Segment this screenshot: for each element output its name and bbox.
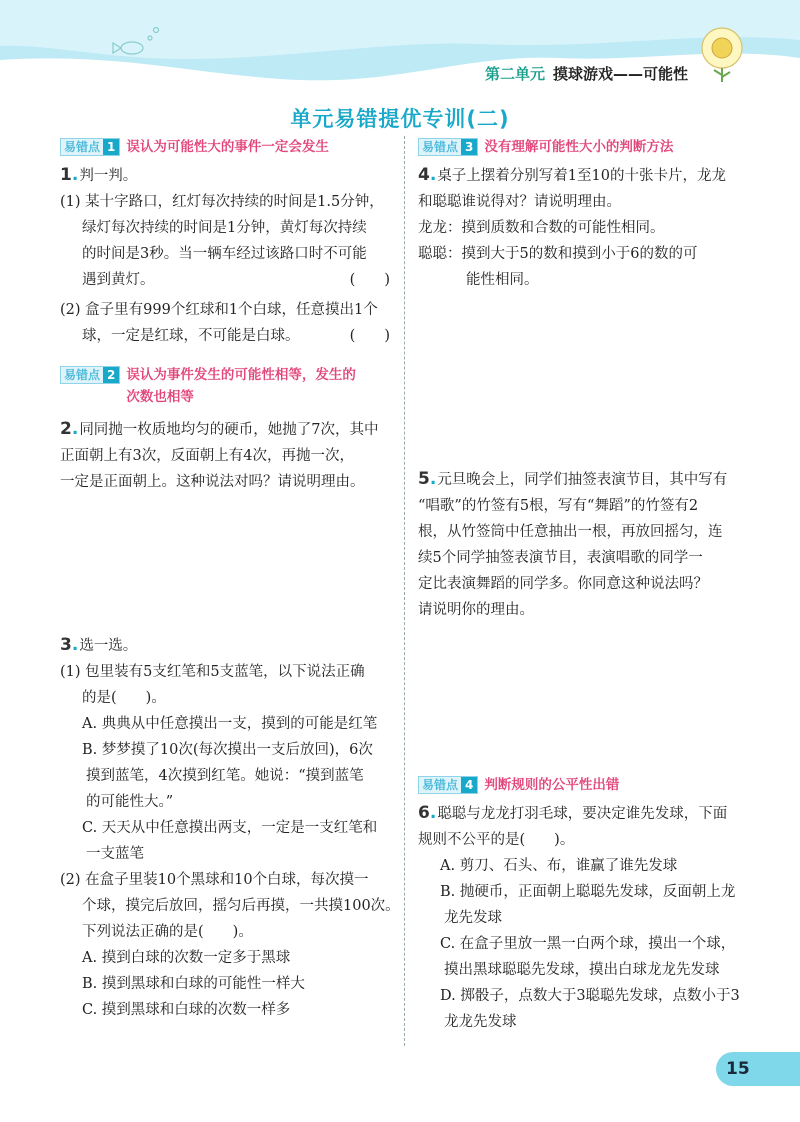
option-c: C. 天天从中任意摸出两支，一定是一支红笔和 (82, 820, 378, 836)
option-d: D. 掷骰子，点数大于3聪聪先发球，点数小于3 (440, 988, 740, 1004)
unit-label: 第二单元 (484, 65, 545, 83)
category-4 (418, 774, 748, 796)
category-text: 误认为事件发生的可能性相等，发生的 次数也相等 (126, 367, 356, 405)
question-number: 4. (418, 165, 437, 185)
question-4: 4.桌子上摆着分别写着1至10的十张卡片，龙龙 和聪聪谁说得对？请说明理由。 龙龙：摸到质数和合数的可能性相同。 聪聪：摸到大于5的数和摸到小于6的数的可 能性相同。 (418, 162, 748, 293)
question-text: (1) 某十字路口，红灯每次持续的时间是1.5分钟， (60, 194, 384, 210)
option-a: A. 摸到白球的次数一定多于黑球 (82, 950, 291, 966)
category-2 (60, 364, 390, 408)
question-number: 2. (60, 419, 79, 439)
question-2: 2.同同抛一枚质地均匀的硬币，她抛了7次，其中 正面朝上有3次，反面朝上有4次，再抛一次， 一定是正面朝上。这种说法对吗？请说明理由。 (60, 419, 379, 490)
header-band (0, 0, 800, 84)
sunflower-icon (702, 28, 742, 82)
category-text: 误认为可能性大的事件一定会发生 (126, 139, 329, 155)
option-b: B. 摸到黑球和白球的可能性一样大 (82, 976, 305, 992)
category-badge: 易错点 1 (60, 138, 120, 156)
option-c: C. 在盒子里放一黑一白两个球，摸出一个球， (440, 936, 736, 952)
category-badge: 易错点 3 (418, 138, 478, 156)
category-text: 判断规则的公平性出错 (484, 777, 620, 793)
topic-label: 摸球游戏——可能性 (552, 65, 688, 83)
option-c: C. 摸到黑球和白球的次数一样多 (82, 1002, 291, 1018)
category-1 (60, 136, 390, 158)
page-number: 15 (716, 1052, 800, 1086)
page-title: 单元易错提优专训(二) (290, 107, 510, 131)
category-badge: 易错点 2 (60, 366, 120, 384)
question-3: 3.选一选。 (1) 包里装有5支红笔和5支蓝笔，以下说法正确 的是( )。 A. 典典从中任意摸出一支，摸到的可能是红笔 B. 梦梦摸了10次(每次摸出一支后放回)，6次 摸到蓝笔，4次摸到红笔。她说：“摸到蓝笔 的可能性大。” C. 天天从中任意摸出两支，一定是一支红笔和 一支蓝笔 (2) 在盒子里装10个黑球和10个白球，每次摸一 个球，摸完后放回，摇匀后再摸，一共摸100次。 下列说法正确的是( )。 A. 摸到白球的次数一定多于黑球 B. 摸到黑球和白球的可能性一样大 C. 摸到黑球和白球的次数一样多 (60, 632, 390, 1023)
question-1: 1.判一判。 (1) 某十字路口，红灯每次持续的时间是1.5分钟， 绿灯每次持续的时间是1分钟，黄灯每次持续 的时间是3秒。当一辆车经过该路口时不可能 遇到黄灯。 ( ) (2) 盒子里有999个红球和1个白球，任意摸出1个 球，一定是红球，不可能是白球。 ( ) (60, 162, 390, 349)
question-number: 6. (418, 803, 437, 823)
question-title: 判一判。 (79, 168, 138, 184)
column-divider (404, 136, 405, 1046)
congcong-statement: 聪聪：摸到大于5的数和摸到小于6的数的可 (418, 246, 698, 262)
longlong-statement: 龙龙：摸到质数和合数的可能性相同。 (418, 220, 665, 236)
question-6: 6.聪聪与龙龙打羽毛球，要决定谁先发球，下面 规则不公平的是( )。 A. 剪刀、石头、布，谁赢了谁先发球 B. 抛硬币，正面朝上聪聪先发球，反面朝上龙 龙先发球 C. 在盒子里放一黑一白两个球，摸出一个球， 摸出黑球聪聪先发球，摸出白球龙龙先发球 D. 掷骰子，点数大于3聪聪先发球，点数小于3 龙龙先发球 (418, 800, 748, 1035)
option-a: A. 典典从中任意摸出一支，摸到的可能是红笔 (82, 716, 378, 732)
category-text: 没有理解可能性大小的判断方法 (484, 139, 674, 155)
question-number: 3. (60, 635, 79, 655)
option-a: A. 剪刀、石头、布，谁赢了谁先发球 (440, 858, 678, 874)
option-b: B. 抛硬币，正面朝上聪聪先发球，反面朝上龙 (440, 884, 736, 900)
question-number: 1. (60, 165, 79, 185)
category-3 (418, 136, 748, 158)
question-number: 5. (418, 469, 437, 489)
category-badge: 易错点 4 (418, 776, 478, 794)
header-title (485, 63, 688, 84)
option-b: B. 梦梦摸了10次(每次摸出一支后放回)，6次 (82, 742, 373, 758)
question-5: 5.元旦晚会上，同学们抽签表演节目，其中写有 “唱歌”的竹签有5根，写有“舞蹈”的竹签有2 根，从竹签筒中任意抽出一根，再放回摇匀，连 续5个同学抽签表演节目，表演唱歌的同学一 定比表演舞蹈的同学多。你同意这种说法吗？ 请说明你的理由。 (418, 469, 728, 618)
answer-blank[interactable]: ( ) (349, 272, 390, 288)
answer-blank[interactable]: ( ) (349, 328, 390, 344)
